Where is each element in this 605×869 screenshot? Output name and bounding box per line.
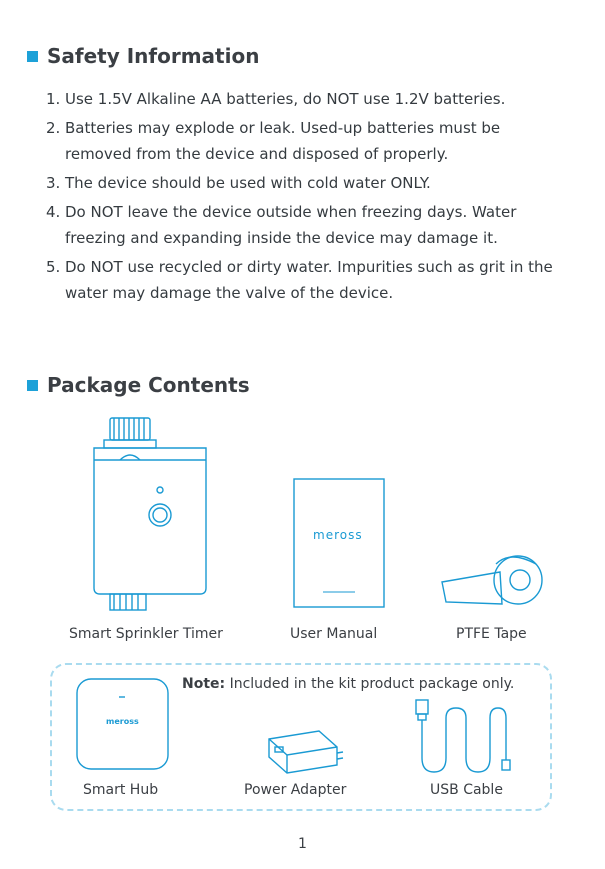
- tape-label: PTFE Tape: [456, 626, 527, 642]
- power-adapter-image: [263, 725, 343, 777]
- safety-list: [46, 86, 566, 309]
- ptfe-tape-image: [440, 542, 545, 612]
- kit-note: Note: Included in the kit product package only.: [182, 676, 515, 692]
- safety-title-text: Safety Information: [47, 44, 260, 68]
- package-section-title: [27, 373, 250, 397]
- hub-label: Smart Hub: [83, 782, 159, 798]
- safety-section-title: [27, 44, 259, 68]
- package-title-text: Package Contents: [47, 373, 250, 397]
- safety-item: 3. The device should be used with cold water ONLY.: [46, 174, 431, 192]
- heading-bullet-icon: [27, 380, 38, 391]
- page-number: 1: [298, 836, 307, 852]
- hub-brand-logo: meross: [106, 717, 139, 726]
- manual-label: User Manual: [290, 626, 378, 642]
- cable-label: USB Cable: [430, 782, 503, 798]
- safety-item: 4. Do NOT leave the device outside when freezing days. Water freezing and expanding inside the device may damage it.: [46, 203, 517, 247]
- user-manual-image: [293, 478, 385, 608]
- safety-item: 1. Use 1.5V Alkaline AA batteries, do NOT use 1.2V batteries.: [46, 90, 506, 108]
- timer-label: Smart Sprinkler Timer: [69, 626, 223, 642]
- sprinkler-timer-image: [90, 410, 210, 615]
- manual-brand-logo: meross: [313, 528, 363, 542]
- usb-cable-image: [410, 698, 520, 778]
- safety-item: 5. Do NOT use recycled or dirty water. Impurities such as grit in the water may damage the valve of the device.: [46, 258, 553, 302]
- safety-item: 2. Batteries may explode or leak. Used-up batteries must be removed from the device and disposed of properly.: [46, 119, 501, 163]
- adapter-label: Power Adapter: [244, 782, 347, 798]
- heading-bullet-icon: [27, 51, 38, 62]
